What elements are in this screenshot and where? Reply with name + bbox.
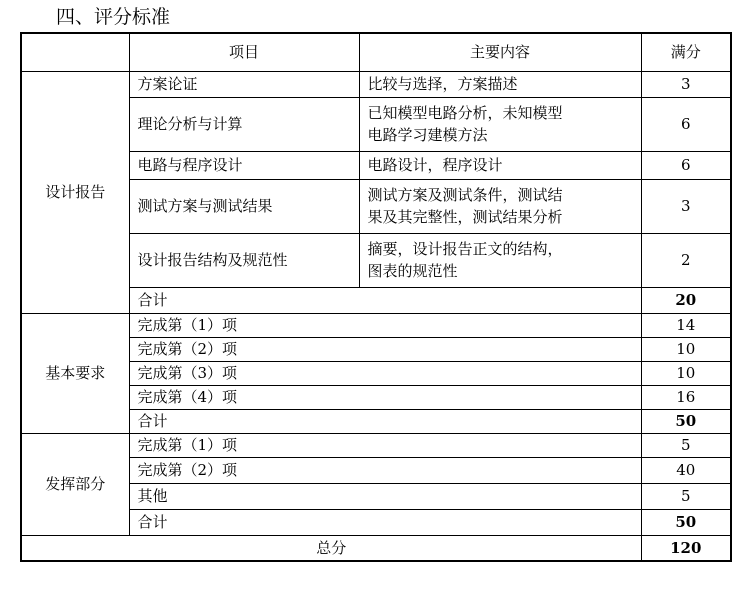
scoring-table — [20, 32, 732, 562]
row-score: 10 — [641, 337, 731, 361]
total-label: 总分 — [21, 535, 641, 561]
row-item: 完成第（4）项 — [129, 385, 641, 409]
subtotal-label: 合计 — [129, 509, 641, 535]
row-score: 6 — [641, 151, 731, 179]
group-report-name: 设计报告 — [21, 71, 129, 313]
row-item: 完成第（1）项 — [129, 433, 641, 457]
row-item: 理论分析与计算 — [129, 97, 359, 151]
row-item: 方案论证 — [129, 71, 359, 97]
row-score: 6 — [641, 97, 731, 151]
header-row — [21, 33, 731, 71]
header-score: 满分 — [641, 33, 731, 71]
page-title: 四、评分标准 — [56, 6, 171, 28]
group-advanced-name: 发挥部分 — [21, 433, 129, 535]
row-score: 16 — [641, 385, 731, 409]
row-content: 摘要，设计报告正文的结构， 图表的规范性 — [359, 233, 641, 287]
row-item: 设计报告结构及规范性 — [129, 233, 359, 287]
row-score: 3 — [641, 179, 731, 233]
row-score: 3 — [641, 71, 731, 97]
row-content: 电路设计，程序设计 — [359, 151, 641, 179]
header-item: 项目 — [129, 33, 359, 71]
row-item: 完成第（1）项 — [129, 313, 641, 337]
subtotal-label: 合计 — [129, 287, 641, 313]
row-item: 电路与程序设计 — [129, 151, 359, 179]
row-score: 5 — [641, 433, 731, 457]
row-item: 完成第（3）项 — [129, 361, 641, 385]
row-item: 完成第（2）项 — [129, 337, 641, 361]
subtotal-label: 合计 — [129, 409, 641, 433]
table-row — [21, 313, 731, 337]
total-value: 120 — [641, 535, 731, 561]
row-item: 其他 — [129, 483, 641, 509]
row-score: 5 — [641, 483, 731, 509]
subtotal-value: 50 — [641, 509, 731, 535]
row-item: 完成第（2）项 — [129, 457, 641, 483]
row-score: 40 — [641, 457, 731, 483]
row-score: 14 — [641, 313, 731, 337]
table-row — [21, 433, 731, 457]
row-score: 10 — [641, 361, 731, 385]
group-basic-name: 基本要求 — [21, 313, 129, 433]
table-row — [21, 71, 731, 97]
subtotal-value: 20 — [641, 287, 731, 313]
header-content: 主要内容 — [359, 33, 641, 71]
subtotal-value: 50 — [641, 409, 731, 433]
row-content: 已知模型电路分析，未知模型 电路学习建模方法 — [359, 97, 641, 151]
header-blank-cell — [21, 33, 129, 71]
row-item: 测试方案与测试结果 — [129, 179, 359, 233]
row-score: 2 — [641, 233, 731, 287]
row-content: 测试方案及测试条件，测试结 果及其完整性，测试结果分析 — [359, 179, 641, 233]
total-row — [21, 535, 731, 561]
row-content: 比较与选择，方案描述 — [359, 71, 641, 97]
